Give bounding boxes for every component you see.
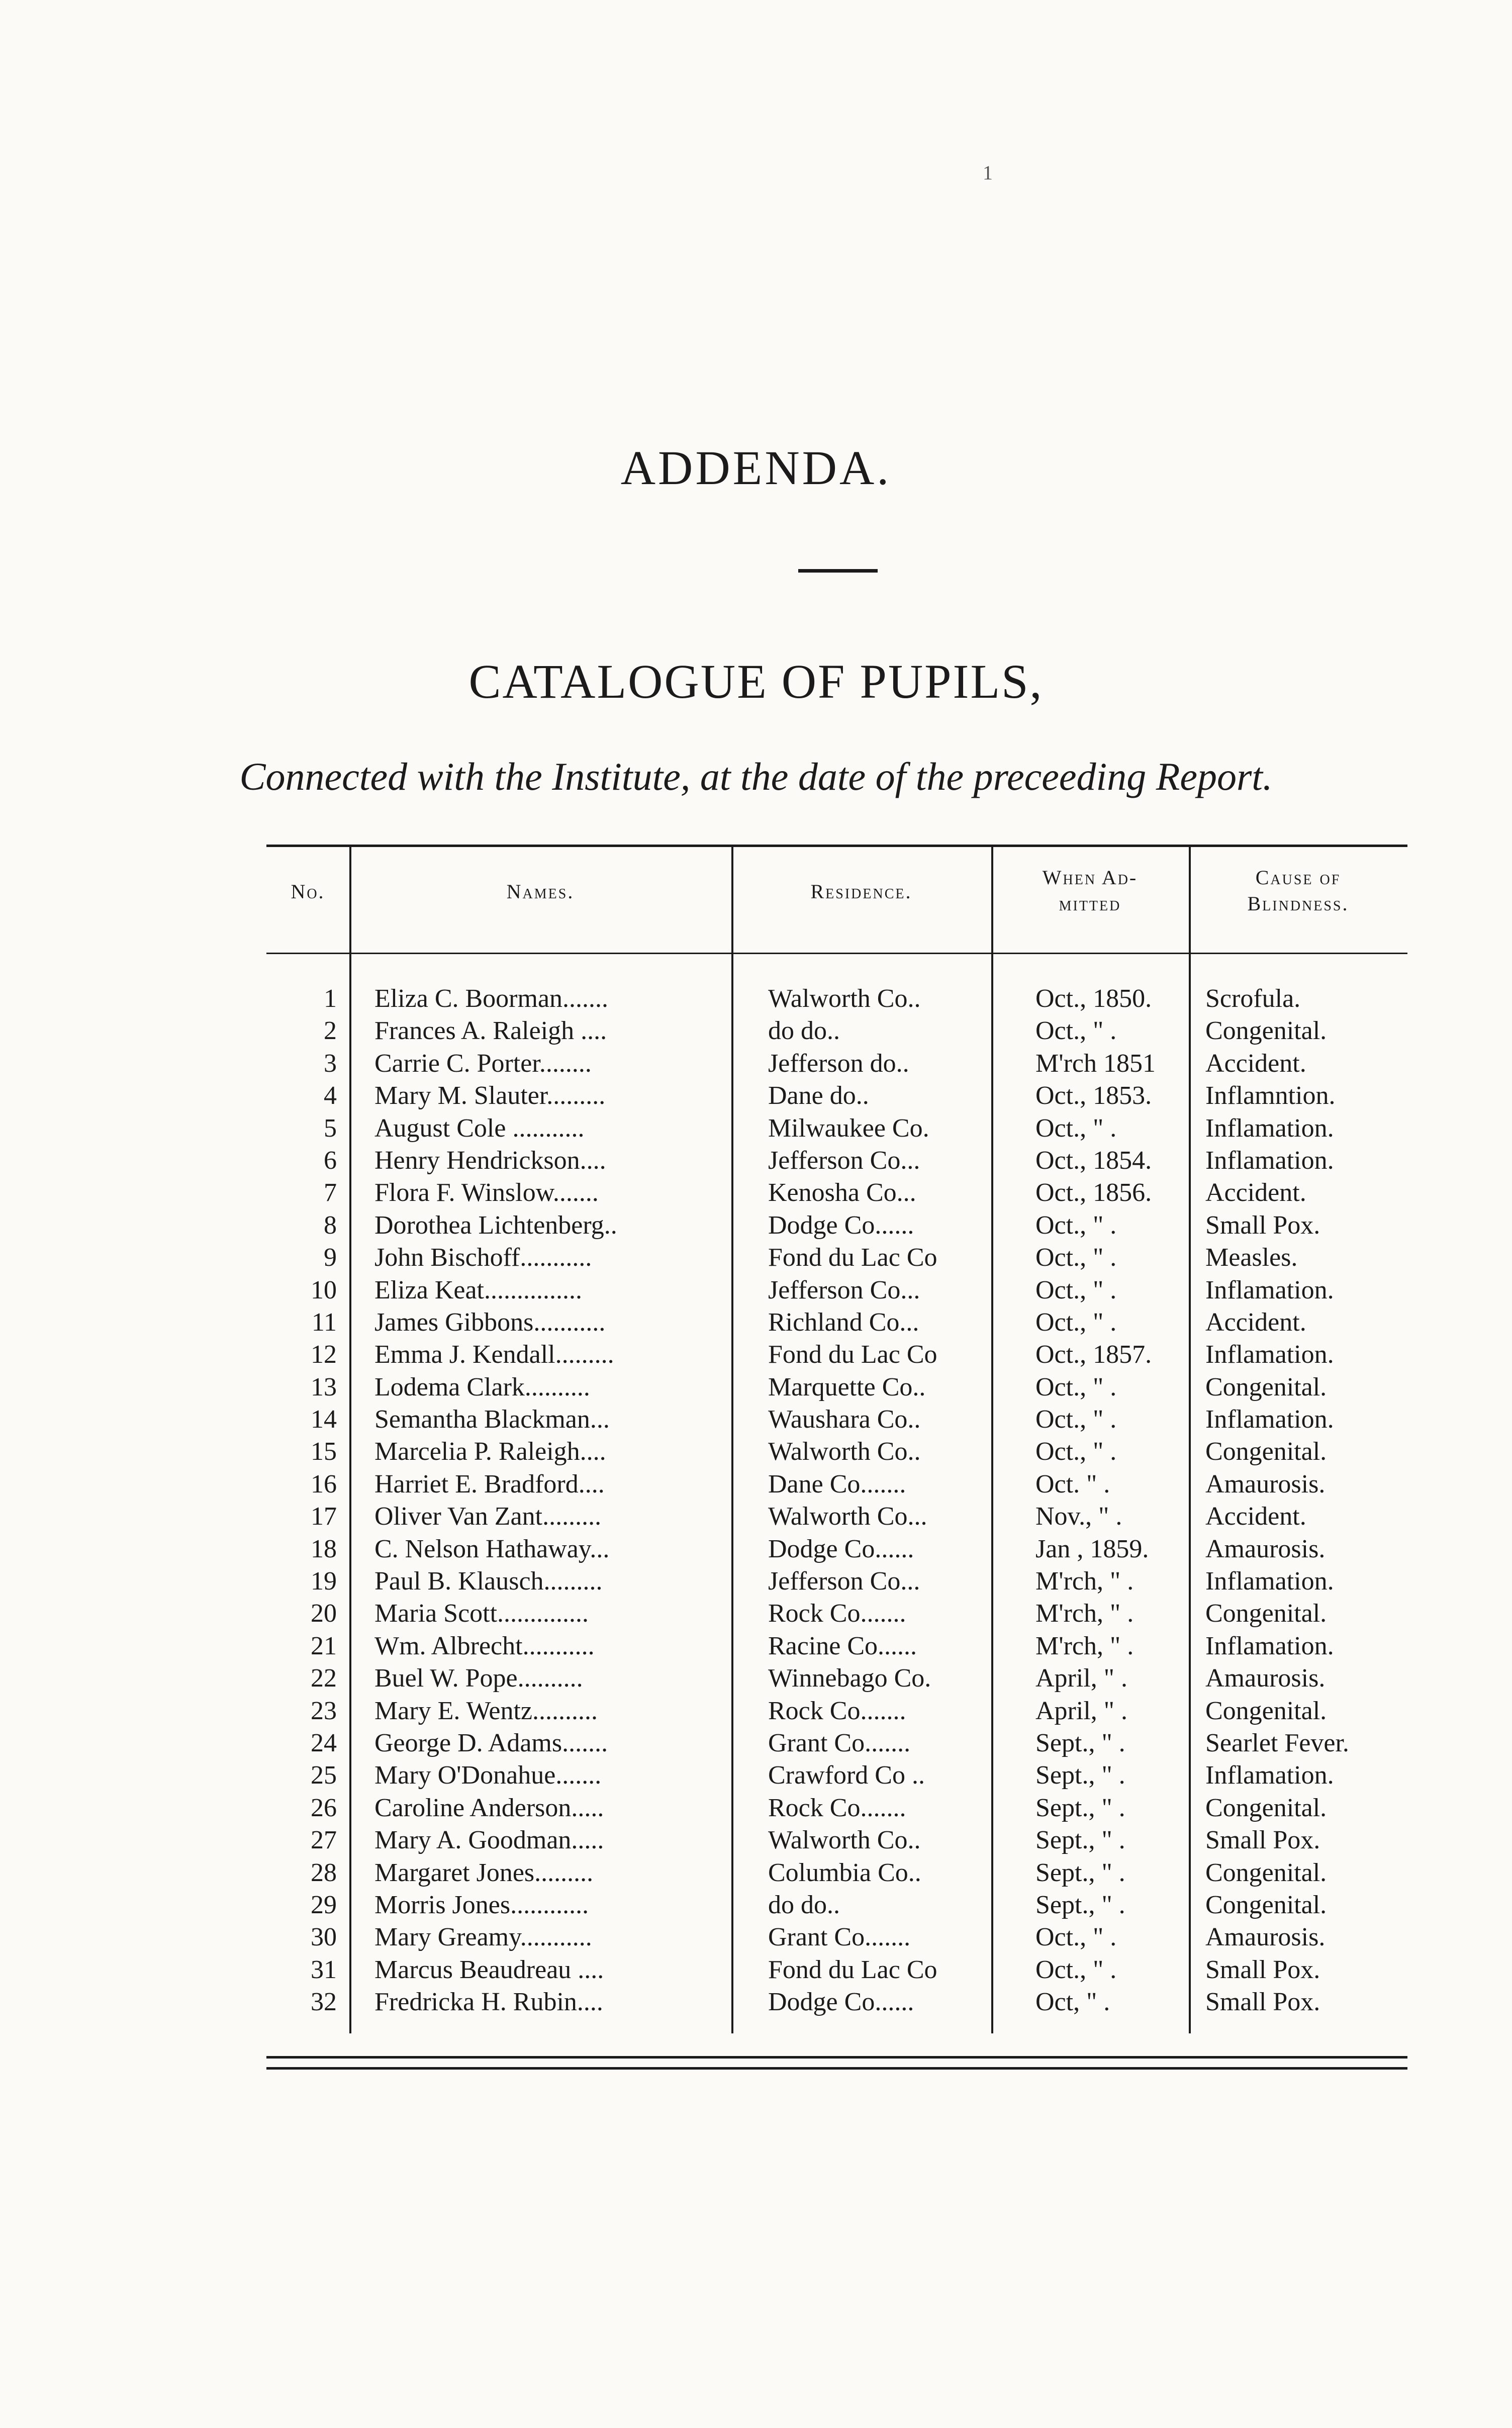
cause-of-blindness: Inflamation. <box>1205 1405 1334 1434</box>
row-number: 13 <box>311 1372 337 1402</box>
row-number: 30 <box>311 1923 337 1952</box>
table-row <box>266 1015 1407 1047</box>
when-admitted: Oct., 1856. <box>1035 1178 1152 1207</box>
catalogue-subtitle: Connected with the Institute, at the date of the preceeding Report. <box>239 755 1273 798</box>
residence: Dane Co....... <box>768 1469 906 1499</box>
residence: do do.. <box>768 1016 840 1046</box>
pupil-name: Marcelia P. Raleigh.... <box>374 1437 606 1466</box>
row-number: 24 <box>311 1728 337 1757</box>
cause-of-blindness: Small Pox. <box>1205 1826 1320 1855</box>
when-admitted: Jan , 1859. <box>1035 1534 1149 1563</box>
row-number: 29 <box>311 1890 337 1919</box>
cause-of-blindness: Inflamntion. <box>1205 1081 1336 1110</box>
row-number: 11 <box>311 1308 337 1337</box>
residence: Jefferson do.. <box>768 1049 909 1078</box>
residence: Jefferson Co... <box>768 1146 920 1175</box>
pupil-name: August Cole ........... <box>374 1113 585 1143</box>
table-row <box>266 1468 1407 1501</box>
page-title: ADDENDA. <box>620 441 892 495</box>
residence: Dodge Co...... <box>768 1534 914 1563</box>
when-admitted: April, " . <box>1035 1696 1127 1725</box>
row-number: 18 <box>311 1534 337 1563</box>
table-row <box>266 983 1407 1015</box>
table-row <box>266 1662 1407 1695</box>
cause-of-blindness: Congenital. <box>1205 1372 1327 1402</box>
table-row <box>266 1274 1407 1306</box>
when-admitted: Oct., " . <box>1035 1437 1117 1466</box>
when-admitted: Sept., " . <box>1035 1858 1125 1887</box>
residence: Walworth Co.. <box>768 1826 921 1855</box>
pupil-name: Harriet E. Bradford.... <box>374 1469 605 1499</box>
residence: Grant Co....... <box>768 1923 911 1952</box>
cause-of-blindness: Accident. <box>1205 1178 1306 1207</box>
cause-of-blindness: Congenital. <box>1205 1599 1327 1628</box>
residence: Dodge Co...... <box>768 1210 914 1240</box>
table-body <box>266 983 1407 2019</box>
residence: Grant Co....... <box>768 1728 911 1757</box>
table-row <box>266 1404 1407 1436</box>
row-number: 7 <box>324 1178 337 1207</box>
residence: Jefferson Co... <box>768 1275 920 1304</box>
residence: Dane do.. <box>768 1081 869 1110</box>
residence: Winnebago Co. <box>768 1664 931 1693</box>
when-admitted: M'rch, " . <box>1035 1599 1134 1628</box>
row-number: 8 <box>324 1210 337 1240</box>
cause-of-blindness: Inflamation. <box>1205 1275 1334 1304</box>
when-admitted: Oct., 1850. <box>1035 984 1152 1013</box>
residence: Richland Co... <box>768 1308 919 1337</box>
pupil-name: Oliver Van Zant......... <box>374 1502 602 1531</box>
table-row <box>266 1048 1407 1080</box>
table-row <box>266 1857 1407 1889</box>
row-number: 10 <box>311 1275 337 1304</box>
table-row <box>266 1695 1407 1727</box>
cause-of-blindness: Congenital. <box>1205 1890 1327 1919</box>
cause-of-blindness: Congenital. <box>1205 1858 1327 1887</box>
table-bottom-rule-double <box>266 2067 1407 2070</box>
cause-of-blindness: Inflamation. <box>1205 1146 1334 1175</box>
pupil-name: James Gibbons........... <box>374 1308 606 1337</box>
when-admitted: Sept., " . <box>1035 1826 1125 1855</box>
cause-of-blindness: Measles. <box>1205 1243 1298 1272</box>
cause-of-blindness: Amaurosis. <box>1205 1664 1326 1693</box>
cause-of-blindness: Accident. <box>1205 1049 1306 1078</box>
pupil-name: Paul B. Klausch......... <box>374 1567 603 1596</box>
residence: Waushara Co.. <box>768 1405 921 1434</box>
pupil-name: Fredricka H. Rubin.... <box>374 1988 603 2017</box>
row-number: 23 <box>311 1696 337 1725</box>
pupil-name: Caroline Anderson..... <box>374 1793 604 1822</box>
when-admitted: Oct., " . <box>1035 1113 1117 1143</box>
header-when-admitted-line2: mitted <box>1059 892 1121 915</box>
pupil-name: Mary O'Donahue....... <box>374 1761 602 1790</box>
when-admitted: April, " . <box>1035 1664 1127 1693</box>
row-number: 20 <box>311 1599 337 1628</box>
when-admitted: M'rch 1851 <box>1035 1049 1156 1078</box>
cause-of-blindness: Scrofula. <box>1205 984 1301 1013</box>
table-row <box>266 1598 1407 1630</box>
row-number: 1 <box>324 984 337 1013</box>
pupils-table <box>266 845 1407 2079</box>
table-row <box>266 1954 1407 1986</box>
header-cause-line2: Blindness. <box>1247 892 1349 915</box>
residence: Fond du Lac Co <box>768 1243 937 1272</box>
residence: Marquette Co.. <box>768 1372 926 1402</box>
title-divider <box>798 569 878 573</box>
table-bottom-rule <box>266 2056 1407 2059</box>
row-number: 9 <box>324 1243 337 1272</box>
row-number: 16 <box>311 1469 337 1499</box>
table-row <box>266 1242 1407 1274</box>
when-admitted: Oct., " . <box>1035 1210 1117 1240</box>
residence: Jefferson Co... <box>768 1567 920 1596</box>
residence: Walworth Co.. <box>768 1437 921 1466</box>
residence: Walworth Co... <box>768 1502 927 1531</box>
header-bottom-rule <box>266 953 1407 954</box>
pupil-name: Carrie C. Porter........ <box>374 1049 592 1078</box>
table-row <box>266 1792 1407 1824</box>
when-admitted: Oct., " . <box>1035 1016 1117 1046</box>
cause-of-blindness: Searlet Fever. <box>1205 1728 1349 1757</box>
when-admitted: Oct., " . <box>1035 1923 1117 1952</box>
row-number: 19 <box>311 1567 337 1596</box>
table-row <box>266 1565 1407 1598</box>
table-row <box>266 1371 1407 1404</box>
row-number: 3 <box>324 1049 337 1078</box>
table-row <box>266 1727 1407 1759</box>
table-row <box>266 1145 1407 1177</box>
header-residence: Residence. <box>810 880 912 903</box>
row-number: 12 <box>311 1340 337 1369</box>
table-top-rule <box>266 845 1407 847</box>
cause-of-blindness: Congenital. <box>1205 1016 1327 1046</box>
residence: Walworth Co.. <box>768 984 921 1013</box>
pupil-name: Marcus Beaudreau .... <box>374 1955 604 1984</box>
cause-of-blindness: Amaurosis. <box>1205 1923 1326 1952</box>
row-number: 14 <box>311 1405 337 1434</box>
pupil-name: Mary E. Wentz.......... <box>374 1696 598 1725</box>
when-admitted: Oct., 1854. <box>1035 1146 1152 1175</box>
when-admitted: Sept., " . <box>1035 1728 1125 1757</box>
header-no: No. <box>291 880 325 903</box>
cause-of-blindness: Inflamation. <box>1205 1761 1334 1790</box>
pupil-name: C. Nelson Hathaway... <box>374 1534 610 1563</box>
table-row <box>266 1986 1407 2018</box>
cause-of-blindness: Small Pox. <box>1205 1210 1320 1240</box>
catalogue-title: CATALOGUE OF PUPILS, <box>468 655 1044 708</box>
pupil-name: Wm. Albrecht........... <box>374 1631 595 1660</box>
when-admitted: Oct., " . <box>1035 1955 1117 1984</box>
table-row <box>266 1080 1407 1112</box>
when-admitted: Oct., 1853. <box>1035 1081 1152 1110</box>
cause-of-blindness: Congenital. <box>1205 1793 1327 1822</box>
row-number: 21 <box>311 1631 337 1660</box>
cause-of-blindness: Inflamation. <box>1205 1567 1334 1596</box>
row-number: 31 <box>311 1955 337 1984</box>
row-number: 28 <box>311 1858 337 1887</box>
pupil-name: Eliza C. Boorman....... <box>374 984 609 1013</box>
cause-of-blindness: Inflamation. <box>1205 1631 1334 1660</box>
when-admitted: Oct. " . <box>1035 1469 1110 1499</box>
when-admitted: Oct., 1857. <box>1035 1340 1152 1369</box>
when-admitted: Nov., " . <box>1035 1502 1122 1531</box>
row-number: 27 <box>311 1826 337 1855</box>
pupil-name: Maria Scott.............. <box>374 1599 589 1628</box>
table-row <box>266 1759 1407 1792</box>
table-row <box>266 1339 1407 1371</box>
cause-of-blindness: Amaurosis. <box>1205 1469 1326 1499</box>
when-admitted: Sept., " . <box>1035 1761 1125 1790</box>
residence: do do.. <box>768 1890 840 1919</box>
row-number: 4 <box>324 1081 337 1110</box>
residence: Milwaukee Co. <box>768 1113 929 1143</box>
cause-of-blindness: Congenital. <box>1205 1696 1327 1725</box>
table-row <box>266 1501 1407 1533</box>
when-admitted: Oct, " . <box>1035 1988 1110 2017</box>
header-names: Names. <box>506 880 575 903</box>
header-cause-line1: Cause of <box>1255 866 1341 889</box>
table-row <box>266 1306 1407 1339</box>
pupil-name: Dorothea Lichtenberg.. <box>374 1210 617 1240</box>
when-admitted: Sept., " . <box>1035 1793 1125 1822</box>
when-admitted: Oct., " . <box>1035 1243 1117 1272</box>
row-number: 15 <box>311 1437 337 1466</box>
residence: Rock Co....... <box>768 1793 906 1822</box>
row-number: 26 <box>311 1793 337 1822</box>
pupil-name: Eliza Keat............... <box>374 1275 582 1304</box>
pupil-name: Flora F. Winslow....... <box>374 1178 599 1207</box>
pupil-name: Buel W. Pope.......... <box>374 1664 583 1693</box>
table-row <box>266 1436 1407 1468</box>
pupil-name: Mary M. Slauter......... <box>374 1081 606 1110</box>
table-row <box>266 1209 1407 1242</box>
header-when-admitted <box>991 865 1189 917</box>
table-row <box>266 1889 1407 1921</box>
pupil-name: Mary Greamy........... <box>374 1923 592 1952</box>
row-number: 17 <box>311 1502 337 1531</box>
residence: Crawford Co .. <box>768 1761 925 1790</box>
when-admitted: Oct., " . <box>1035 1372 1117 1402</box>
when-admitted: Sept., " . <box>1035 1890 1125 1919</box>
residence: Racine Co...... <box>768 1631 917 1660</box>
pupil-name: Morris Jones............ <box>374 1890 589 1919</box>
row-number: 32 <box>311 1988 337 2017</box>
pupil-name: Margaret Jones......... <box>374 1858 594 1887</box>
row-number: 2 <box>324 1016 337 1046</box>
pupil-name: John Bischoff........... <box>374 1243 592 1272</box>
pupil-name: Frances A. Raleigh .... <box>374 1016 607 1046</box>
when-admitted: Oct., " . <box>1035 1275 1117 1304</box>
when-admitted: M'rch, " . <box>1035 1567 1134 1596</box>
pupil-name: Emma J. Kendall......... <box>374 1340 614 1369</box>
cause-of-blindness: Small Pox. <box>1205 1955 1320 1984</box>
cause-of-blindness: Accident. <box>1205 1502 1306 1531</box>
when-admitted: M'rch, " . <box>1035 1631 1134 1660</box>
residence: Columbia Co.. <box>768 1858 921 1887</box>
header-cause <box>1189 865 1407 917</box>
page-mark: 1 <box>983 161 993 184</box>
pupil-name: Lodema Clark.......... <box>374 1372 590 1402</box>
residence: Fond du Lac Co <box>768 1955 937 1984</box>
residence: Fond du Lac Co <box>768 1340 937 1369</box>
residence: Kenosha Co... <box>768 1178 916 1207</box>
pupil-name: Henry Hendrickson.... <box>374 1146 606 1175</box>
row-number: 5 <box>324 1113 337 1143</box>
cause-of-blindness: Small Pox. <box>1205 1988 1320 2017</box>
pupil-name: Mary A. Goodman..... <box>374 1826 604 1855</box>
pupil-name: Semantha Blackman... <box>374 1405 610 1434</box>
cause-of-blindness: Inflamation. <box>1205 1113 1334 1143</box>
row-number: 22 <box>311 1664 337 1693</box>
residence: Dodge Co...... <box>768 1988 914 2017</box>
cause-of-blindness: Congenital. <box>1205 1437 1327 1466</box>
residence: Rock Co....... <box>768 1599 906 1628</box>
row-number: 25 <box>311 1761 337 1790</box>
table-row <box>266 1112 1407 1145</box>
table-row <box>266 1921 1407 1953</box>
pupil-name: George D. Adams....... <box>374 1728 608 1757</box>
table-row <box>266 1533 1407 1565</box>
table-row <box>266 1824 1407 1856</box>
residence: Rock Co....... <box>768 1696 906 1725</box>
header-when-admitted-line1: When Ad- <box>1042 866 1138 889</box>
cause-of-blindness: Accident. <box>1205 1308 1306 1337</box>
cause-of-blindness: Amaurosis. <box>1205 1534 1326 1563</box>
when-admitted: Oct., " . <box>1035 1308 1117 1337</box>
cause-of-blindness: Inflamation. <box>1205 1340 1334 1369</box>
row-number: 6 <box>324 1146 337 1175</box>
when-admitted: Oct., " . <box>1035 1405 1117 1434</box>
table-row <box>266 1177 1407 1209</box>
table-row <box>266 1630 1407 1662</box>
